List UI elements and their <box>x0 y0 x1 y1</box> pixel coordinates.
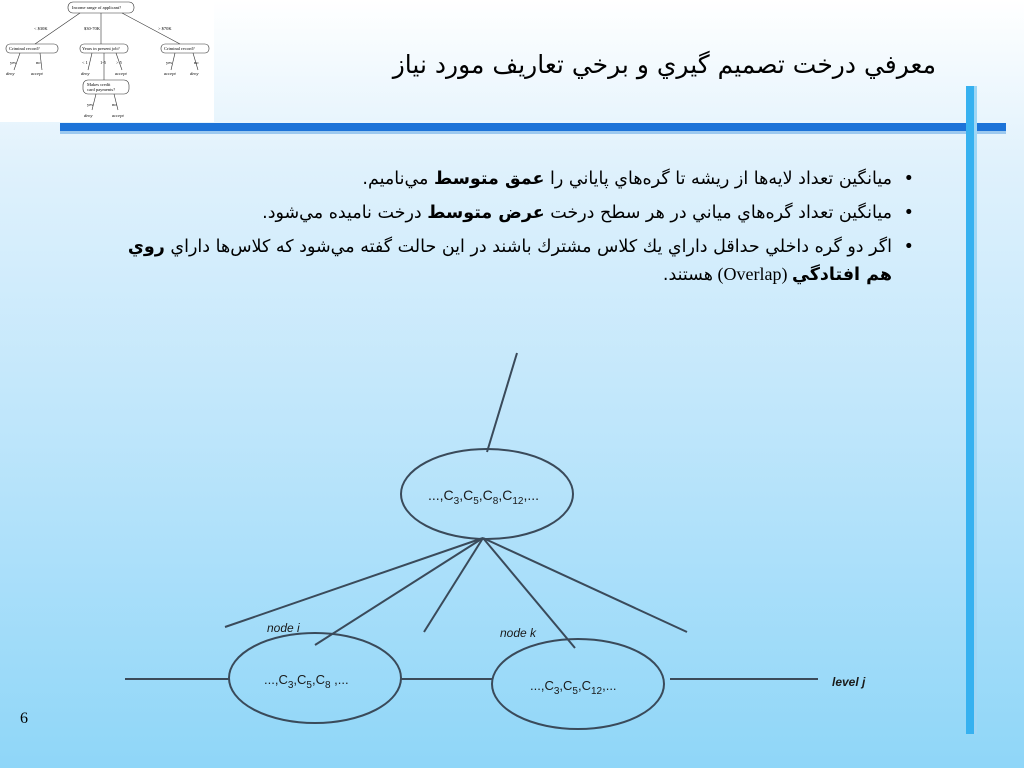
thumb-root: Income range of applicant? <box>72 5 122 10</box>
page-number: 6 <box>20 710 28 727</box>
decision-tree-thumbnail-svg <box>0 0 214 122</box>
decision-tree-thumbnail <box>0 0 214 122</box>
thumb-right-node: Criminal record? <box>164 46 195 51</box>
thumb-branch-1: < $30K <box>34 26 48 31</box>
root-node-classes: $...,C_3,C_5,C_8,C_{12}$,... <box>428 487 540 507</box>
thumb-leaf-4: accept <box>115 71 127 76</box>
thumb-mid-node: Years in present job? <box>82 46 120 51</box>
bullet-item: • ميانگين تعداد لايه‌ها از ريشه تا گره‌هاي پاياني را عمق متوسط مي‌ناميم. <box>114 166 914 193</box>
thumb-leaf-7: deny <box>84 113 93 118</box>
thumb-left-edge-2: no <box>36 60 41 65</box>
edge-3 <box>424 538 483 632</box>
thumb-left-edge-1: yes <box>10 60 16 65</box>
thumb-leaf-3: deny <box>81 71 90 76</box>
title-divider <box>60 123 1006 131</box>
thumb-mid-edge-1: < 1 <box>82 60 88 65</box>
bold-term: عرض متوسط <box>427 203 545 223</box>
node-i-label: node i <box>267 621 300 635</box>
level-label: level j <box>832 675 866 689</box>
edge-node-i <box>315 538 483 645</box>
thumb-mid-edge-2: 1-5 <box>100 60 106 65</box>
node-i-classes: $...,C_3,C_5,C_8$ ,... <box>264 672 349 691</box>
thumb-bottom-node-2: card payments? <box>87 87 116 92</box>
bold-term: عمق متوسط <box>433 169 545 189</box>
edge-5 <box>483 538 687 632</box>
overlap-diagram <box>0 340 1024 740</box>
thumb-right-edge-2: no <box>194 60 199 65</box>
title-divider-shadow <box>60 131 1006 134</box>
latin-term: (Overlap) <box>713 264 793 284</box>
node-k-label: node k <box>500 626 537 640</box>
thumb-mid-edge-3: > 5 <box>116 60 122 65</box>
thumb-bottom-node-1: Makes credit <box>87 82 111 87</box>
thumb-leaf-8: accept <box>112 113 124 118</box>
thumb-bottom-edge-1: yes <box>87 102 93 107</box>
bold-term: روي هم افتادگي <box>127 237 892 285</box>
thumb-branch-2: $30-70K <box>84 26 100 31</box>
thumb-leaf-5: accept <box>164 71 176 76</box>
thumb-bottom-edge-2: no <box>112 102 117 107</box>
edge-1 <box>225 538 483 627</box>
thumb-leaf-6: deny <box>190 71 199 76</box>
node-k-classes: $...,C_3,C_5,C_{12}$,... <box>530 678 617 697</box>
thumb-leaf-1: deny <box>6 71 15 76</box>
thumb-left-node: Criminal record? <box>9 46 40 51</box>
page-title: معرفي درخت تصميم گيري و برخي تعاريف مورد نياز <box>392 50 936 79</box>
thumb-leaf-2: accept <box>31 71 43 76</box>
bullet-item: • اگر دو گره داخلي حداقل داراي يك كلاس مشترك باشند در اين حالت گفته مي‌شود كه كلاس‌ها داراي روي هم افتادگي (Overlap) هستند. <box>114 234 914 289</box>
root-incoming-edge <box>487 353 517 452</box>
thumb-right-edge-1: yes <box>166 60 172 65</box>
thumb-branch-3: > $70K <box>158 26 172 31</box>
bullet-item: • ميانگين تعداد گره‌هاي مياني در هر سطح درخت عرض متوسط درخت ناميده مي‌شود. <box>114 200 914 227</box>
bullet-list <box>114 166 914 296</box>
